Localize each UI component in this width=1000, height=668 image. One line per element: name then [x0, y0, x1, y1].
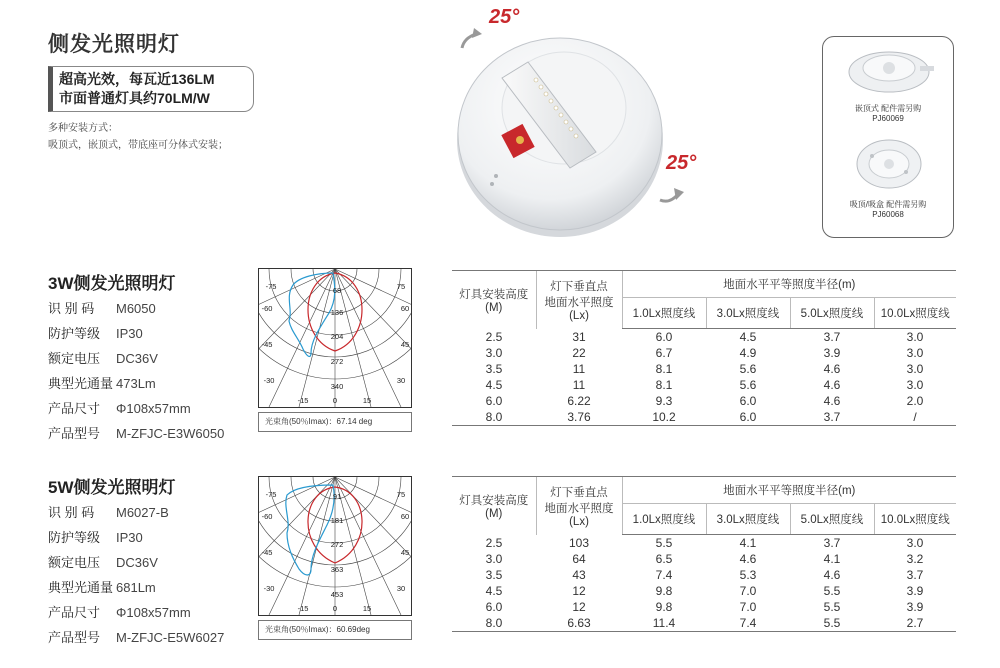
table-1-row — [452, 409, 956, 426]
table-2-cell: 4.6 — [823, 568, 841, 582]
polar-1-angle-n60: -60 — [261, 304, 273, 313]
table-1-cell: 4.9 — [739, 346, 757, 360]
table-2-cell: 64 — [572, 552, 586, 566]
table-2-cell: 3.9 — [906, 600, 924, 614]
table-2-cell: 3.0 — [485, 552, 503, 566]
table-1-cell: 3.0 — [906, 346, 924, 360]
table-1-cell: 5.6 — [739, 362, 757, 376]
table-1-header-col-1: 1.0Lx照度线 — [622, 298, 706, 329]
table-2-cell: 5.5 — [655, 536, 673, 550]
table-2-cell: 6.0 — [485, 600, 503, 614]
polar-2-angle-n30: -30 — [263, 584, 275, 593]
accessory-caption-1a: 嵌顶式 配件需另购 — [854, 104, 922, 113]
polar-2-angle-30: 30 — [396, 584, 406, 593]
table-2-header-col-2: 3.0Lx照度线 — [706, 504, 790, 535]
polar-1-angle-n30: -30 — [263, 376, 275, 385]
table-2-cell: 9.8 — [655, 584, 673, 598]
table-1-cell: 10.2 — [622, 409, 706, 426]
table-1-cell: 6.0 — [655, 330, 673, 344]
table-2-header-height: 灯具安装高度 (M) — [452, 477, 536, 535]
table-1-row — [452, 361, 956, 377]
table-1-cell: 3.0 — [906, 330, 924, 344]
polar-1-ring-4: 272 — [330, 357, 344, 366]
polar-1-angle-n45: -45 — [261, 340, 273, 349]
table-2-cell: 5.5 — [790, 615, 874, 632]
polar-1-ring-2: 136 — [330, 308, 344, 317]
product-2-model: 产品型号 M-ZFJC-E5W6027 — [48, 630, 225, 645]
polar-2-ring-3: 272 — [330, 540, 344, 549]
product-photo — [440, 0, 720, 248]
table-2-cell: 12 — [572, 584, 586, 598]
table-1-row — [452, 393, 956, 409]
polar-2-ring-5: 453 — [330, 590, 344, 599]
product-2-voltage: 额定电压 DC36V — [48, 555, 158, 570]
table-2-row — [452, 615, 956, 632]
beam-angle-1: 光束角(50％Imax)：67.14 deg — [258, 412, 412, 432]
table-1-cell: 2.0 — [906, 394, 924, 408]
polar-2-ring-1: 91 — [332, 492, 342, 501]
product-2-flux: 典型光通量 681Lm — [48, 580, 156, 595]
polar-2-angle-n60: -60 — [261, 512, 273, 521]
table-1-row — [452, 345, 956, 361]
polar-1-ring-3: 204 — [330, 332, 344, 341]
product-1-size: 产品尺寸 Φ108x57mm — [48, 401, 191, 416]
accessory-caption-2b: PJ60068 — [872, 210, 904, 219]
table-1-cell: 6.0 — [485, 394, 503, 408]
polar-2-ring-4: 363 — [330, 565, 344, 574]
table-2-cell: 6.5 — [655, 552, 673, 566]
table-1-cell: 11 — [572, 362, 586, 376]
table-1-cell: 3.7 — [790, 409, 874, 426]
rotation-angle-right: 25° — [666, 152, 697, 174]
table-1-cell: 8.0 — [452, 409, 536, 426]
table-2-row — [452, 551, 956, 567]
polar-1-angle-45: 45 — [400, 340, 410, 349]
table-1-cell: 6.22 — [567, 394, 591, 408]
table-2-cell: 4.1 — [823, 552, 841, 566]
product-2-size: 产品尺寸 Φ108x57mm — [48, 605, 191, 620]
table-1-header-lux: 灯下垂直点 地面水平照度 (Lx) — [536, 271, 622, 329]
polar-1-ring-5: 340 — [330, 382, 344, 391]
table-1-cell: 4.5 — [739, 330, 757, 344]
product-1-id: 识 别 码 M6050 — [48, 301, 156, 316]
table-1-cell: 6.0 — [706, 409, 790, 426]
table-2-cell: 5.5 — [823, 600, 841, 614]
table-1-cell: 3.9 — [823, 346, 841, 360]
product-1-flux: 典型光通量 473Lm — [48, 376, 156, 391]
table-2-cell: 2.5 — [485, 535, 503, 550]
polar-2-angle-60: 60 — [400, 512, 410, 521]
product-2-id: 识 别 码 M6027-B — [48, 505, 169, 520]
polar-chart-2 — [258, 476, 412, 616]
page-title: 侧发光照明灯 — [48, 33, 180, 56]
polar-1-angle-n75: -75 — [265, 282, 277, 291]
table-1-cell: 22 — [572, 346, 586, 360]
table-2-cell: 3.2 — [906, 552, 924, 566]
table-2-cell: 4.1 — [739, 536, 757, 550]
table-2-cell: 7.4 — [706, 615, 790, 632]
table-2-row — [452, 535, 956, 552]
table-1-cell: 31 — [572, 329, 586, 344]
accessory-image-2 — [848, 136, 930, 192]
illuminance-table-1 — [452, 270, 956, 426]
mount-label: 多种安装方式： — [48, 123, 118, 134]
polar-2-angle-n45: -45 — [261, 548, 273, 557]
table-2-cell: 5.5 — [823, 584, 841, 598]
efficiency-tag — [48, 66, 254, 112]
table-1-cell: 4.6 — [823, 378, 841, 392]
table-1-header-group: 地面水平平等照度半径(m) — [622, 271, 956, 298]
table-2-header-group: 地面水平平等照度半径(m) — [622, 477, 956, 504]
table-2-cell: 4.6 — [739, 552, 757, 566]
table-2-cell: 3.5 — [485, 568, 503, 582]
table-1-cell: 4.6 — [823, 394, 841, 408]
polar-chart-1 — [258, 268, 412, 408]
table-2-cell: 6.63 — [536, 615, 622, 632]
polar-1-angle-30: 30 — [396, 376, 406, 385]
rotation-angle-top: 25° — [489, 6, 520, 28]
table-1-cell: 11 — [572, 378, 586, 392]
table-1-cell: 5.6 — [739, 378, 757, 392]
mount-types: 吸顶式，嵌顶式，带底座可分体式安装； — [48, 140, 228, 151]
table-2-cell: 12 — [572, 600, 586, 614]
polar-2-angle-15: 15 — [362, 604, 372, 613]
product-1-model: 产品型号 M-ZFJC-E3W6050 — [48, 426, 225, 441]
table-2-cell: 11.4 — [622, 615, 706, 632]
table-2-cell: 103 — [568, 535, 590, 550]
table-2-row — [452, 567, 956, 583]
table-1-cell: 9.3 — [655, 394, 673, 408]
accessory-caption-2a: 吸顶/吸盒 配件需另购 — [849, 200, 927, 209]
table-1-row — [452, 377, 956, 393]
table-2-cell: 5.3 — [739, 568, 757, 582]
table-2-cell: 7.0 — [739, 584, 757, 598]
table-2-cell: 3.9 — [906, 584, 924, 598]
table-1-cell: 3.5 — [485, 362, 503, 376]
accessory-caption-1b: PJ60069 — [872, 114, 904, 123]
table-1-cell: 3.7 — [823, 330, 841, 344]
table-1-cell: 6.0 — [739, 394, 757, 408]
table-1-header-height: 灯具安装高度 (M) — [452, 271, 536, 329]
table-1-cell: 8.1 — [655, 362, 673, 376]
tagline-1: 超高光效，每瓦近136LM — [59, 71, 215, 87]
table-2-cell: 3.0 — [906, 536, 924, 550]
tagline-2: 市面普通灯具约70LM/W — [59, 90, 210, 106]
table-2-header-col-3: 5.0Lx照度线 — [790, 504, 874, 535]
table-1-row — [452, 329, 956, 346]
beam-angle-2: 光束角(50％Imax)：60.69deg — [258, 620, 412, 640]
product-1-title: 3W侧发光照明灯 — [48, 274, 176, 293]
table-2-row — [452, 599, 956, 615]
table-1-cell: 8.1 — [655, 378, 673, 392]
polar-2-angle-n75: -75 — [265, 490, 277, 499]
table-2-cell: 4.5 — [485, 584, 503, 598]
polar-1-angle-75: 75 — [396, 282, 406, 291]
polar-1-angle-15: 15 — [362, 396, 372, 405]
product-1-voltage: 额定电压 DC36V — [48, 351, 158, 366]
polar-2-angle-n15: -15 — [297, 604, 309, 613]
table-2-header-col-4: 10.0Lx照度线 — [874, 504, 956, 535]
table-2-cell: 3.7 — [823, 536, 841, 550]
table-1-cell: 2.5 — [485, 329, 503, 344]
illuminance-table-2 — [452, 476, 956, 632]
table-1-cell: 3.0 — [906, 362, 924, 376]
table-1-cell: 3.76 — [536, 409, 622, 426]
table-2-cell: 43 — [572, 568, 586, 582]
table-2-cell: 7.4 — [655, 568, 673, 582]
polar-2-angle-45: 45 — [400, 548, 410, 557]
product-2-protection: 防护等级 IP30 — [48, 530, 143, 545]
table-1-cell: 4.6 — [823, 362, 841, 376]
table-1-header-col-2: 3.0Lx照度线 — [706, 298, 790, 329]
polar-1-angle-0: 0 — [332, 396, 338, 405]
accessory-image-1 — [842, 44, 936, 96]
table-2-cell: 2.7 — [874, 615, 956, 632]
table-1-header-col-4: 10.0Lx照度线 — [874, 298, 956, 329]
table-1-cell: / — [874, 409, 956, 426]
polar-2-ring-2: 181 — [330, 516, 344, 525]
polar-1-angle-60: 60 — [400, 304, 410, 313]
table-2-header-lux: 灯下垂直点 地面水平照度 (Lx) — [536, 477, 622, 535]
table-2-cell: 8.0 — [452, 615, 536, 632]
polar-1-ring-1: 68 — [332, 286, 342, 295]
table-1-cell: 4.5 — [485, 378, 503, 392]
table-2-header-col-1: 1.0Lx照度线 — [622, 504, 706, 535]
table-1-cell: 3.0 — [906, 378, 924, 392]
table-2-cell: 7.0 — [739, 600, 757, 614]
table-1-cell: 6.7 — [655, 346, 673, 360]
polar-1-angle-n15: -15 — [297, 396, 309, 405]
table-2-cell: 3.7 — [906, 568, 924, 582]
table-1-header-col-3: 5.0Lx照度线 — [790, 298, 874, 329]
product-1-protection: 防护等级 IP30 — [48, 326, 143, 341]
table-1-cell: 3.0 — [485, 346, 503, 360]
product-2-title: 5W侧发光照明灯 — [48, 478, 176, 497]
table-2-row — [452, 583, 956, 599]
polar-2-angle-0: 0 — [332, 604, 338, 613]
polar-2-angle-75: 75 — [396, 490, 406, 499]
table-2-cell: 9.8 — [655, 600, 673, 614]
